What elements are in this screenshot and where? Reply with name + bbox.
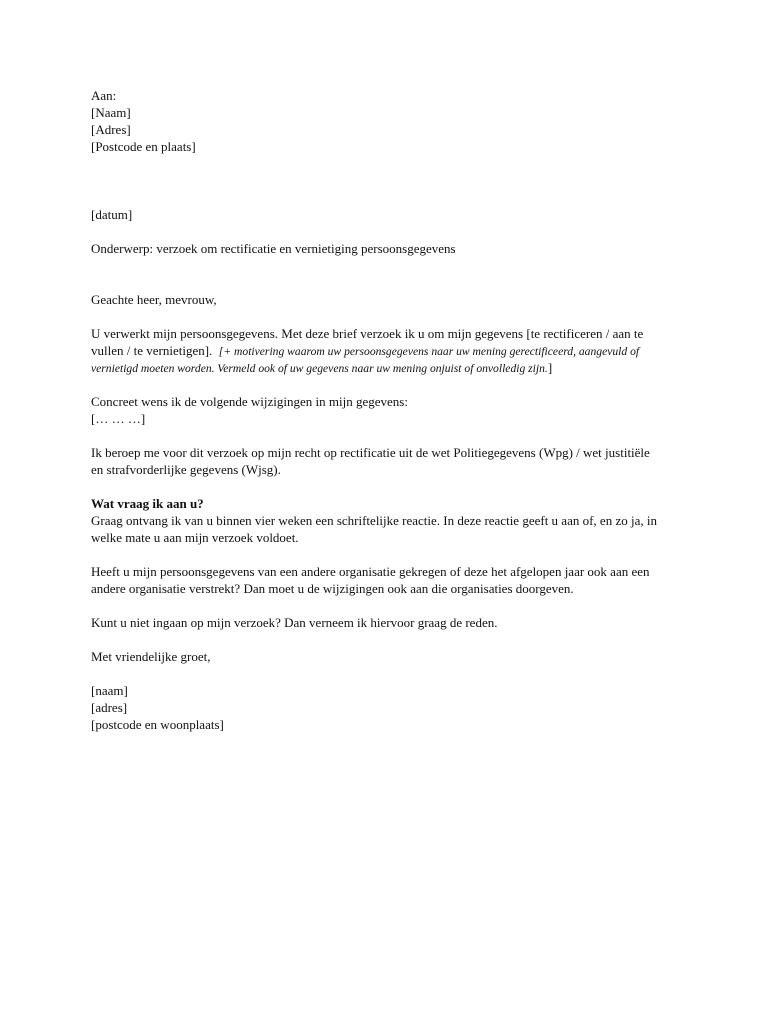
letter-date: [datum] bbox=[91, 207, 133, 222]
motivation-close-bracket: ] bbox=[547, 360, 553, 375]
section-heading: Wat vraag ik aan u? bbox=[91, 496, 204, 511]
closing: Met vriendelijke groet, bbox=[91, 649, 211, 664]
paragraph-legal-basis-line-2: en strafvorderlijke gegevens (Wjsg). bbox=[91, 462, 281, 477]
paragraph-legal-basis-line-1: Ik beroep me voor dit verzoek op mijn recht op rectificatie uit de wet Politiegegevens (Wpg) / wet justitiële bbox=[91, 445, 650, 460]
paragraph-refusal: Kunt u niet ingaan op mijn verzoek? Dan verneem ik hiervoor graag de reden. bbox=[91, 615, 498, 630]
sender-address: [adres] bbox=[91, 700, 128, 715]
letter-subject: Onderwerp: verzoek om rectificatie en vernietiging persoonsgegevens bbox=[91, 241, 456, 256]
sender-name: [naam] bbox=[91, 683, 128, 698]
recipient-name: [Naam] bbox=[91, 105, 131, 120]
paragraph-request-line-3 bbox=[91, 359, 552, 377]
motivation-placeholder-1: [+ motivering waarom uw persoonsgegevens naar uw mening gerectificeerd, aangevuld of bbox=[218, 345, 640, 358]
motivation-placeholder-2: vernietigd moeten worden. Vermeld ook of uw gegevens naar uw mening onjuist of onvolledig zijn. bbox=[91, 362, 548, 375]
paragraph-third-parties-line-2: andere organisatie verstrekt? Dan moet u de wijzigingen ook aan die organisaties doorgeven. bbox=[91, 581, 574, 596]
paragraph-changes-line-1: Concreet wens ik de volgende wijzigingen in mijn gegevens: bbox=[91, 394, 408, 409]
recipient-address: [Adres] bbox=[91, 122, 131, 137]
paragraph-request-line-2 bbox=[91, 342, 639, 360]
paragraph-request-line-2-plain: vullen / te vernietigen]. bbox=[91, 343, 213, 358]
salutation: Geachte heer, mevrouw, bbox=[91, 292, 217, 307]
sender-postcode-city: [postcode en woonplaats] bbox=[91, 717, 224, 732]
paragraph-request-line-1: U verwerkt mijn persoonsgegevens. Met deze brief verzoek ik u om mijn gegevens [te rectificeren / aan te bbox=[91, 326, 644, 341]
paragraph-response-line-2: welke mate u aan mijn verzoek voldoet. bbox=[91, 530, 299, 545]
paragraph-third-parties-line-1: Heeft u mijn persoonsgegevens van een andere organisatie gekregen of deze het afgelopen jaar ook aan een bbox=[91, 564, 650, 579]
changes-placeholder: [… … …] bbox=[91, 411, 146, 426]
paragraph-response-line-1: Graag ontvang ik van u binnen vier weken een schriftelijke reactie. In deze reactie geeft u aan of, en zo ja, in bbox=[91, 513, 657, 528]
recipient-to-label: Aan: bbox=[91, 88, 117, 103]
recipient-postcode-city: [Postcode en plaats] bbox=[91, 139, 196, 154]
